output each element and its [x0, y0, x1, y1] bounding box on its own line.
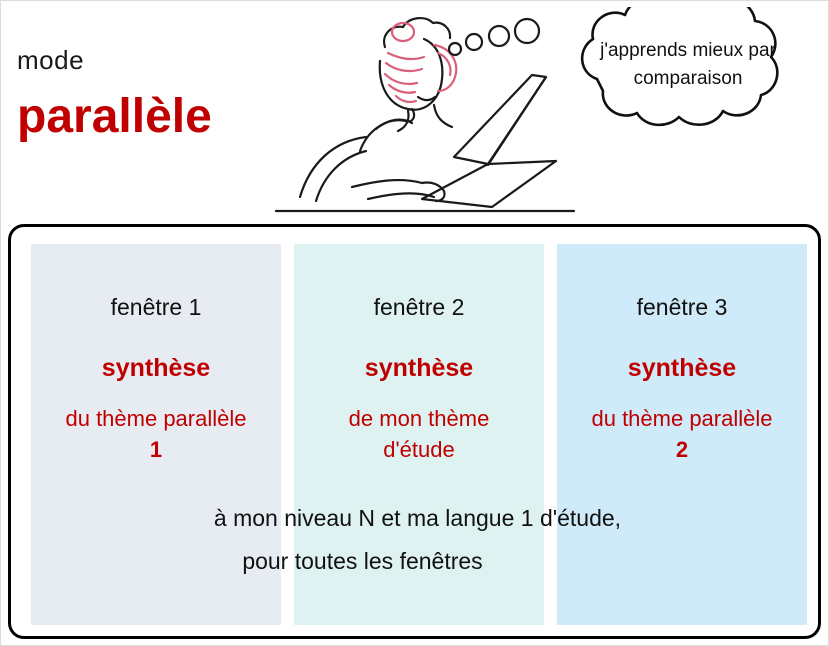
- synthesis-label-2: synthèse: [364, 354, 474, 382]
- panel-footer-line1: à mon niveau N et ma langue 1 d'étude,: [213, 505, 622, 531]
- student-at-laptop-illustration: [256, 1, 576, 223]
- window-column-3[interactable]: [557, 244, 807, 625]
- window-description-3-line1: du thème parallèle: [591, 406, 773, 431]
- window-description-1-line2: 1: [149, 436, 163, 462]
- panel-footer-line2: pour toutes les fenêtres: [242, 547, 483, 574]
- window-column-2[interactable]: [294, 244, 544, 625]
- thought-bubble-text: j'apprends mieux par comparaison: [600, 40, 776, 89]
- window-description-1-line1: du thème parallèle: [65, 406, 247, 431]
- synthesis-label-1: synthèse: [101, 354, 211, 382]
- windows-columns: [11, 227, 818, 636]
- windows-panel: [8, 224, 821, 639]
- window-label-2: fenêtre 2: [373, 294, 465, 320]
- mode-label: mode: [17, 45, 85, 75]
- mode-title: parallèle: [17, 90, 212, 143]
- window-label-1: fenêtre 1: [110, 294, 202, 320]
- window-description-2: [288, 404, 550, 466]
- window-description-2-line1: de mon thème: [348, 406, 490, 431]
- window-description-3-line2: 2: [675, 436, 689, 462]
- window-description-3: [551, 404, 813, 466]
- synthesis-label-3: synthèse: [627, 354, 737, 382]
- window-description-2-line2: d'étude: [383, 436, 455, 462]
- diagram-header: [1, 1, 829, 223]
- window-description-1: [25, 404, 287, 466]
- window-label-3: fenêtre 3: [636, 294, 728, 320]
- window-column-1[interactable]: [31, 244, 281, 625]
